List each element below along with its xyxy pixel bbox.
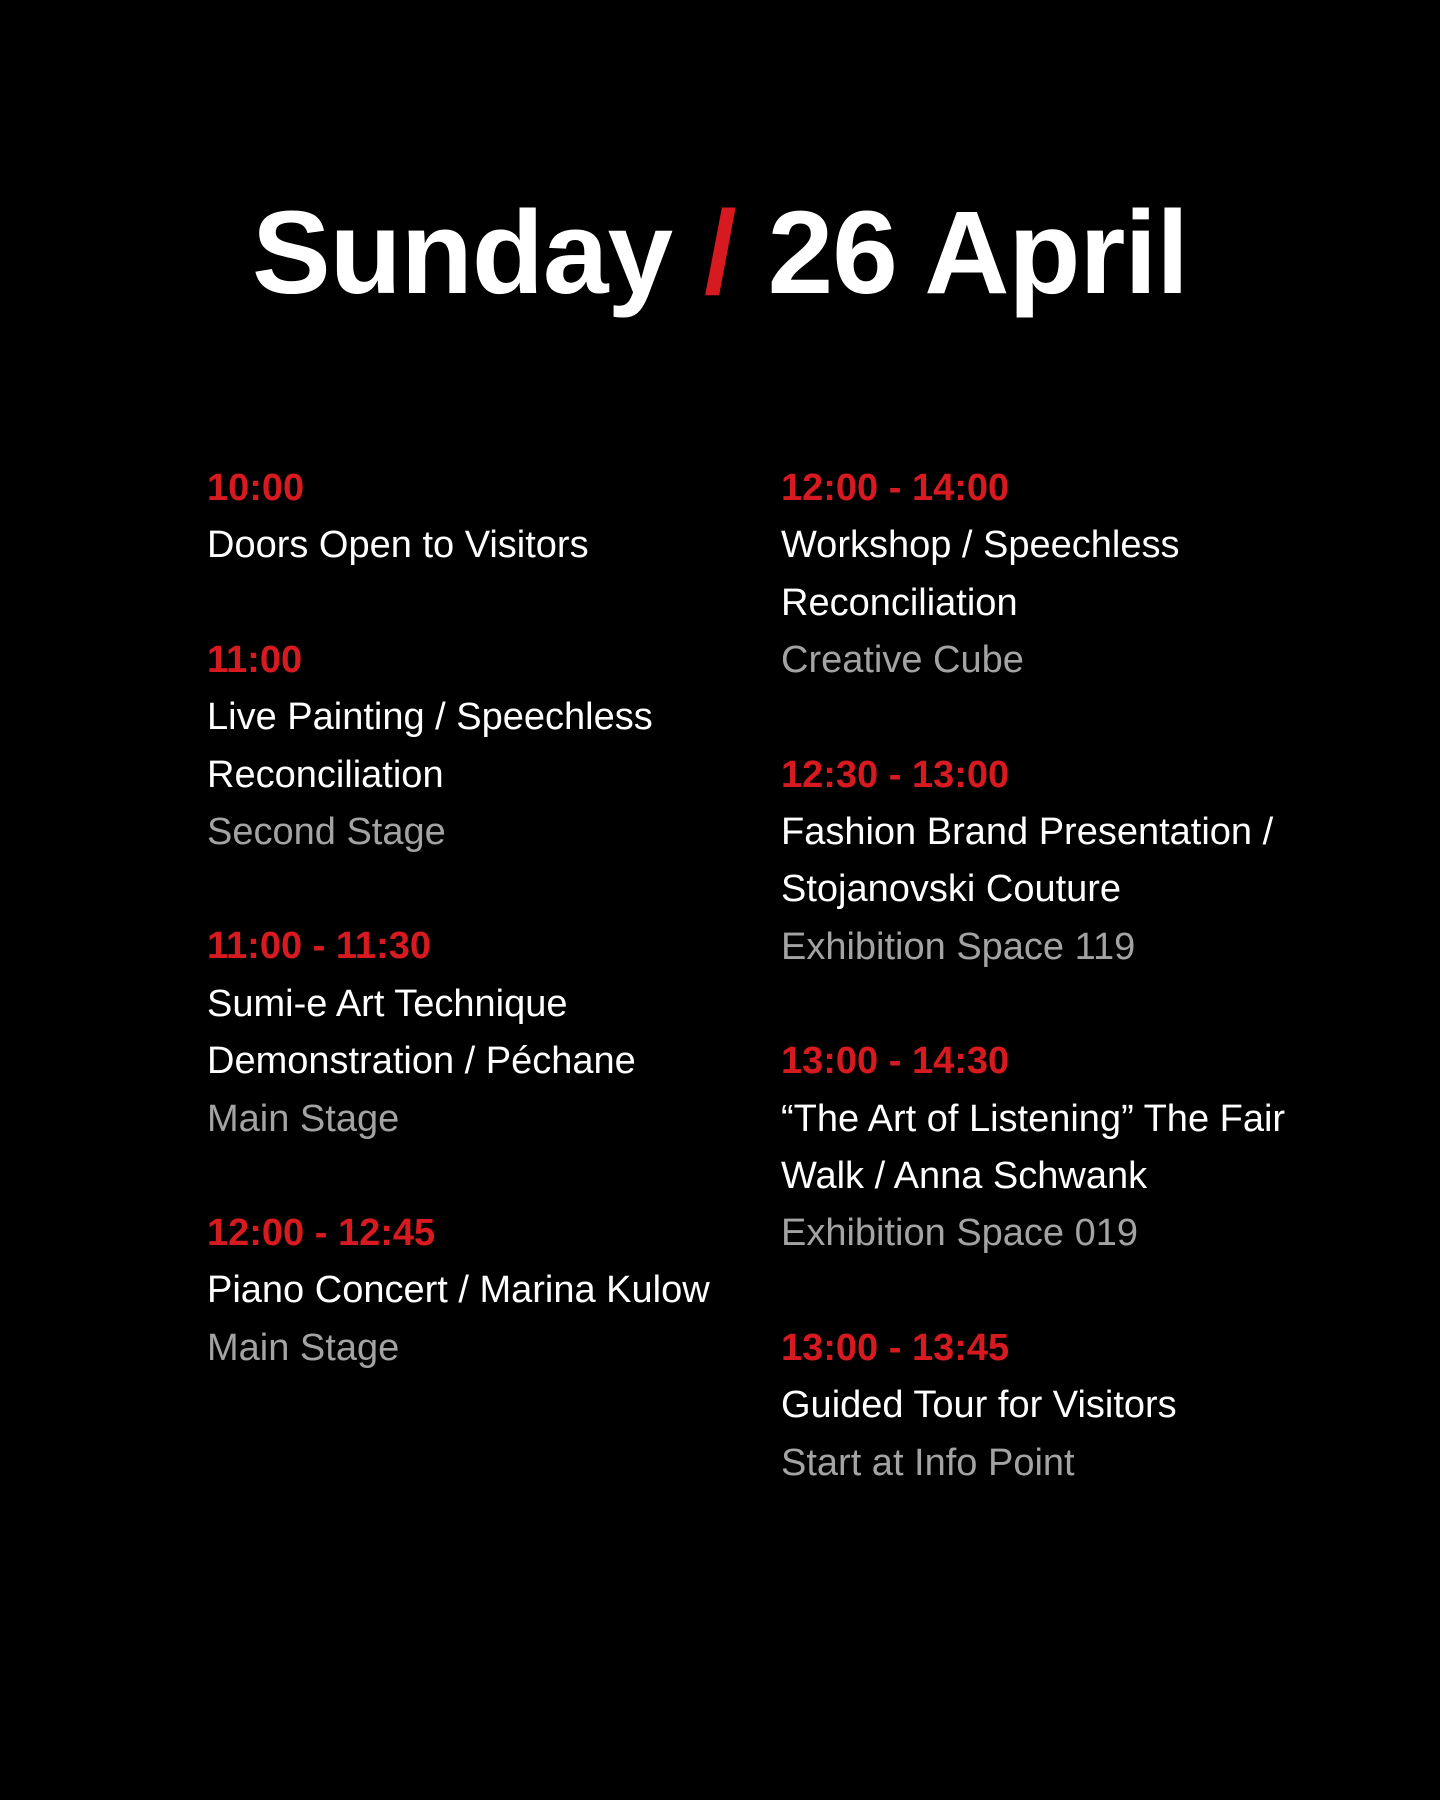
event-venue: Main Stage [207, 1326, 400, 1369]
title-day: Sunday [251, 187, 673, 319]
event-time: 12:00 - 12:45 [207, 1212, 436, 1255]
event-venue: Creative Cube [781, 639, 1024, 682]
event-item [207, 1205, 767, 1377]
event-item [781, 1320, 1341, 1492]
event-item [781, 1033, 1341, 1263]
event-title: Sumi-e Art Technique Demonstration / Péchane [207, 982, 636, 1083]
event-time: 12:30 - 13:00 [781, 753, 1010, 796]
event-time: 12:00 - 14:00 [781, 467, 1010, 509]
event-venue: Second Stage [207, 811, 446, 854]
event-title: Workshop / Speechless Reconciliation [781, 524, 1180, 624]
event-item [207, 460, 767, 575]
page-title [0, 188, 1440, 318]
event-venue: Exhibition Space 019 [781, 1212, 1139, 1255]
event-title: Piano Concert / Marina Kulow [207, 1269, 710, 1312]
event-item [781, 460, 1341, 690]
schedule-column-right [781, 460, 1341, 1549]
event-time: 11:00 - 11:30 [207, 925, 431, 968]
event-title: Doors Open to Visitors [207, 524, 589, 567]
event-title: Fashion Brand Presentation / Stojanovski Couture [781, 811, 1274, 911]
title-slash: / [703, 187, 736, 319]
event-time: 13:00 - 13:45 [781, 1326, 1010, 1369]
event-item [781, 747, 1341, 977]
event-venue: Main Stage [207, 1097, 400, 1140]
title-date: 26 April [767, 187, 1189, 319]
event-venue: Start at Info Point [781, 1441, 1075, 1484]
event-time: 10:00 [207, 467, 305, 509]
schedule-column-left [207, 460, 767, 1434]
event-venue: Exhibition Space 119 [781, 925, 1136, 968]
event-title: “The Art of Listening” The Fair Walk / Anna Schwank [781, 1097, 1286, 1198]
event-title: Guided Tour for Visitors [781, 1384, 1177, 1427]
event-time: 11:00 [207, 638, 303, 681]
event-item [207, 918, 767, 1148]
event-item [207, 632, 767, 862]
event-title: Live Painting / Speechless Reconciliation [207, 696, 653, 796]
event-time: 13:00 - 14:30 [781, 1040, 1010, 1083]
